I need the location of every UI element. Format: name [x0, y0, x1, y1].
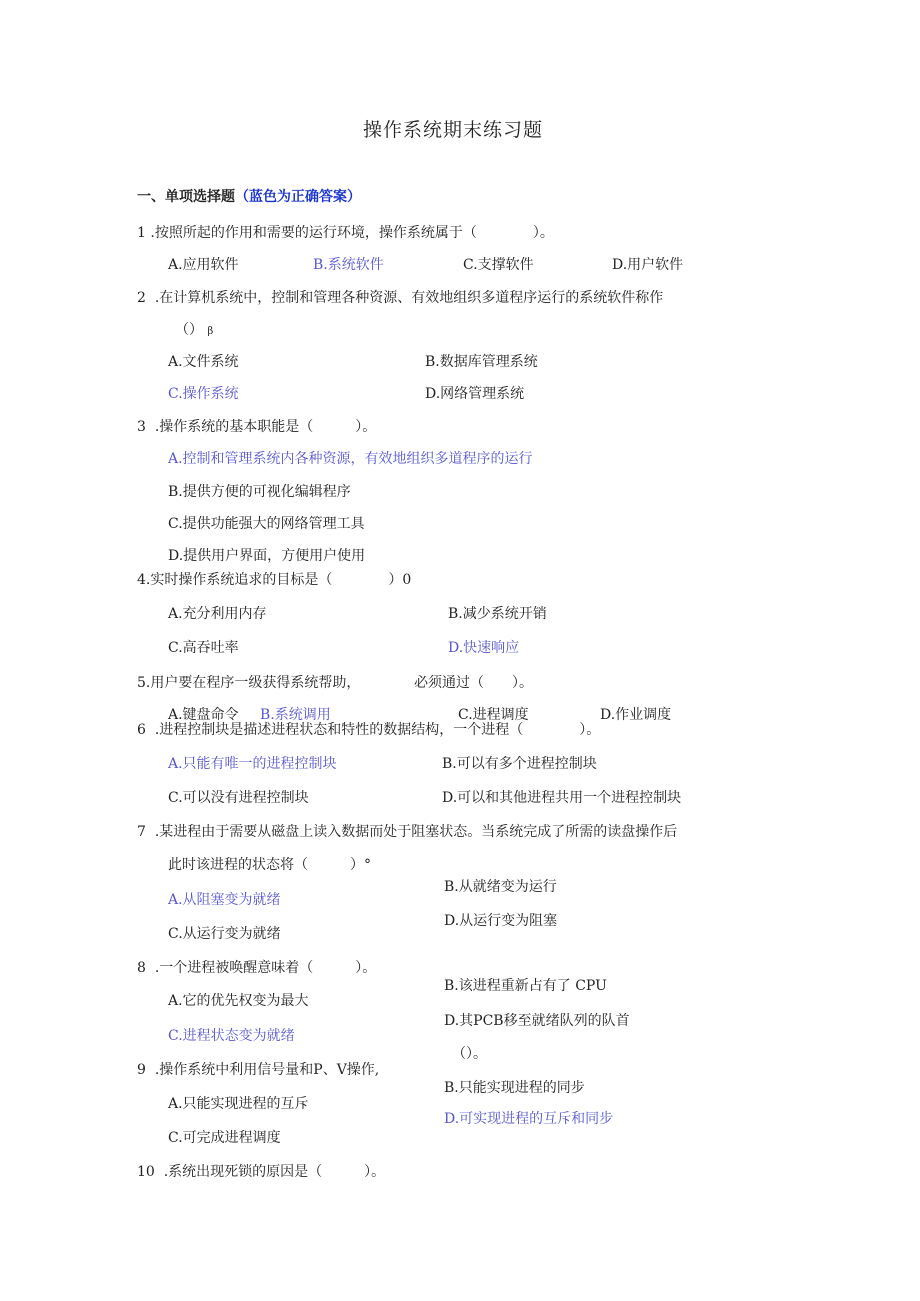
option-5c: C.进程调度 [458, 707, 529, 723]
option-4c: C.高吞吐率 [168, 640, 239, 656]
question-10 [137, 1163, 385, 1181]
section-note: （蓝色为正确答案） [235, 189, 361, 205]
section-label: 一、单项选择题 [137, 189, 235, 205]
question-text: .系统出现死锁的原因是（ ）。 [163, 1164, 386, 1180]
question-6 [137, 721, 600, 739]
question-text: .操作系统的基本职能是（ ）。 [154, 419, 377, 435]
page-title: 操作系统期末练习题 [363, 119, 544, 141]
question-text: .用户要在程序一级获得系统帮助， [145, 675, 361, 691]
option-1a: A.应用软件 [168, 257, 239, 273]
question-text: .操作系统中利用信号量和P、V操作, [154, 1062, 380, 1078]
option-4d-answer: D.快速响应 [448, 640, 520, 656]
question-number: 3 [137, 419, 146, 435]
option-4a: A.充分利用内存 [168, 606, 267, 622]
option-8a: A.它的优先权变为最大 [168, 993, 309, 1009]
question-text: .按照所起的作用和需要的运行环境，操作系统属于（ ）。 [150, 225, 554, 241]
option-3d: D.提供用户界面，方便用户使用 [168, 548, 366, 564]
option-3b: B.提供方便的可视化编辑程序 [168, 484, 351, 500]
option-5d: D.作业调度 [600, 707, 672, 723]
option-5a: A.键盘命令 [168, 707, 239, 723]
option-6c: C.可以没有进程控制块 [168, 790, 309, 806]
question-8 [137, 959, 376, 977]
question-4 [137, 571, 411, 589]
question-text: .实时操作系统追求的目标是（ ）0 [145, 572, 412, 588]
question-2 [137, 289, 663, 307]
question-number: 9 [137, 1062, 146, 1078]
stray-mark: β [207, 326, 214, 337]
question-5 [137, 674, 360, 692]
option-8b: B.该进程重新占有了 CPU [444, 978, 607, 994]
option-7a-answer: A.从阻塞变为就绪 [168, 892, 281, 908]
option-6b: B.可以有多个进程控制块 [442, 756, 597, 772]
option-2a: A.文件系统 [168, 354, 239, 370]
question-text: .一个进程被唤醒意味着（ ）。 [154, 960, 377, 976]
question-7-continuation: 此时该进程的状态将（ ）° [168, 857, 371, 873]
option-4b: B.减少系统开销 [448, 606, 547, 622]
question-text: .在计算机系统中，控制和管理各种资源、有效地组织多道程序运行的系统软件称作 [154, 290, 664, 306]
option-9a: A.只能实现进程的互斥 [168, 1096, 309, 1112]
question-7 [137, 823, 677, 841]
question-text: .某进程由于需要从磁盘上读入数据而处于阻塞状态。当系统完成了所需的读盘操作后 [154, 824, 678, 840]
option-7d: D.从运行变为阻塞 [444, 913, 558, 929]
section-heading [137, 188, 361, 206]
option-8c-answer: C.进程状态变为就绪 [168, 1028, 295, 1044]
question-2-continuation: （） β [175, 322, 214, 338]
option-2c-answer: C.操作系统 [168, 386, 239, 402]
option-7b: B.从就绪变为运行 [444, 879, 557, 895]
option-1b-answer: B.系统软件 [313, 257, 384, 273]
question-3 [137, 418, 376, 436]
option-3c: C.提供功能强大的网络管理工具 [168, 516, 365, 532]
question-number: 8 [137, 960, 146, 976]
option-5b-answer: B.系统调用 [260, 707, 331, 723]
question-9 [137, 1061, 379, 1079]
option-6d: D.可以和其他进程共用一个进程控制块 [442, 790, 682, 806]
question-number: 6 [137, 722, 146, 738]
option-8d: D.其PCB移至就绪队列的队首 [444, 1013, 630, 1029]
question-text: .进程控制块是描述进程状态和特性的数据结构，一个进程（ ）。 [154, 722, 601, 738]
option-2d: D.网络管理系统 [425, 386, 525, 402]
option-9c: C.可完成进程调度 [168, 1130, 281, 1146]
option-1c: C.支撑软件 [463, 257, 534, 273]
option-7c: C.从运行变为就绪 [168, 926, 281, 942]
option-2b: B.数据库管理系统 [425, 354, 538, 370]
option-3a-answer: A.控制和管理系统内各种资源，有效地组织多道程序的运行 [168, 451, 533, 467]
option-9b: B.只能实现进程的同步 [444, 1080, 585, 1096]
question-number: 5 [137, 675, 146, 691]
question-9-continuation: （）。 [452, 1046, 487, 1062]
option-6a-answer: A.只能有唯一的进程控制块 [168, 756, 337, 772]
question-5-text-2: 必须通过（ ）。 [414, 675, 533, 691]
option-9d-answer: D.可实现进程的互斥和同步 [444, 1111, 614, 1127]
question-1 [137, 224, 554, 242]
option-1d: D.用户软件 [612, 257, 684, 273]
question-number: 7 [137, 824, 146, 840]
question-number: 4 [137, 572, 146, 588]
question-number: 2 [137, 290, 146, 306]
question-number: 10 [137, 1164, 155, 1180]
question-number: 1 [137, 225, 146, 241]
